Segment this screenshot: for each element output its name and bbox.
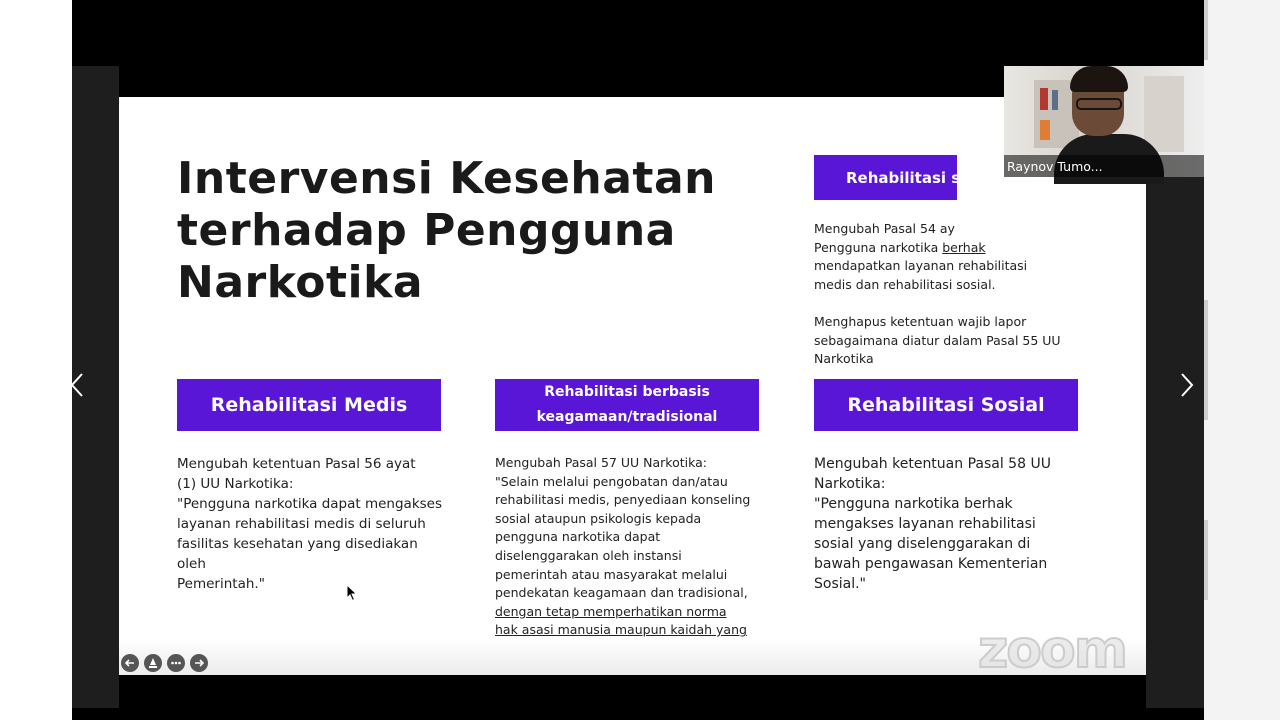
mouse-cursor-icon bbox=[346, 584, 358, 602]
next-slide-button[interactable] bbox=[1180, 372, 1194, 398]
top-right-line1: Mengubah Pasal 54 ay bbox=[814, 221, 955, 236]
heading-rehabilitasi-keagamaan: Rehabilitasi berbasis keagamaan/tradisional bbox=[495, 379, 759, 431]
arrow-right-icon bbox=[193, 657, 205, 669]
column-keagamaan-text bbox=[495, 454, 770, 659]
top-right-text-2: Menghapus ketentuan wajib lapor sebagaimana diatur dalam Pasal 55 UU Narkotika bbox=[814, 314, 1061, 367]
slide-toolbar bbox=[121, 654, 208, 672]
chevron-left-icon bbox=[70, 372, 84, 398]
heading-rehabilitasi-sosial: Rehabilitasi Sosial bbox=[814, 379, 1078, 431]
participant-glasses bbox=[1076, 98, 1122, 110]
column-sosial-text: Mengubah ketentuan Pasal 58 UU Narkotika: "Pengguna narkotika berhak mengakses layanan rehabilitasi sosial yang diselenggarakan di bawah pengawasan Kementerian Sosial." bbox=[814, 456, 1051, 592]
top-right-text bbox=[814, 220, 1054, 294]
participant-hair bbox=[1070, 66, 1128, 92]
heading-rehabilitasi-cut: Rehabilitasi se bbox=[814, 155, 957, 200]
top-right-line3: mendapatkan layanan rehabilitasi medis dan rehabilitasi sosial. bbox=[814, 258, 1028, 292]
toolbar-more-button[interactable] bbox=[167, 654, 185, 672]
annotate-icon bbox=[147, 657, 159, 669]
bookshelf-right bbox=[1144, 76, 1184, 152]
previous-slide-button[interactable] bbox=[70, 372, 84, 398]
chevron-right-icon bbox=[1180, 372, 1194, 398]
participant-video[interactable] bbox=[1004, 66, 1204, 177]
column-keagamaan-underlined: dengan tetap memperhatikan norma hak asasi manusia maupun kaidah yang bbox=[495, 603, 747, 638]
toolbar-annotate-button[interactable] bbox=[144, 654, 162, 672]
zoom-watermark: zoom bbox=[978, 620, 1126, 680]
heading-rehabilitasi-medis: Rehabilitasi Medis bbox=[177, 379, 441, 431]
participant-name: Raynov Tumo... bbox=[1007, 159, 1103, 174]
right-background-strip bbox=[1204, 0, 1280, 720]
column-keagamaan-body: Mengubah Pasal 57 UU Narkotika: "Selain melalui pengobatan dan/atau rehabilitasi medis, penyediaan konseling sosial ataupun psikologis kepada pengguna narkotika dapat diselenggarakan oleh instansi pemerintah atau masyarakat melalui pendekatan keagamaan dan tradisional, bbox=[495, 455, 751, 601]
toolbar-forward-button[interactable] bbox=[190, 654, 208, 672]
column-medis-text: Mengubah ketentuan Pasal 56 ayat (1) UU Narkotika: "Pengguna narkotika dapat mengakses layanan rehabilitasi medis di seluruh fasilitas kesehatan yang disediakan oleh Pemerintah." bbox=[177, 456, 443, 592]
top-right-line2-prefix: Pengguna narkotika bbox=[814, 239, 943, 255]
arrow-left-icon bbox=[124, 657, 136, 669]
toolbar-back-button[interactable] bbox=[121, 654, 139, 672]
top-right-line2-underlined: berhak bbox=[942, 239, 986, 255]
shared-slide bbox=[119, 97, 1146, 675]
more-icon bbox=[170, 657, 182, 669]
slide-title: Intervensi Kesehatan terhadap Pengguna Narkotika bbox=[177, 153, 716, 308]
